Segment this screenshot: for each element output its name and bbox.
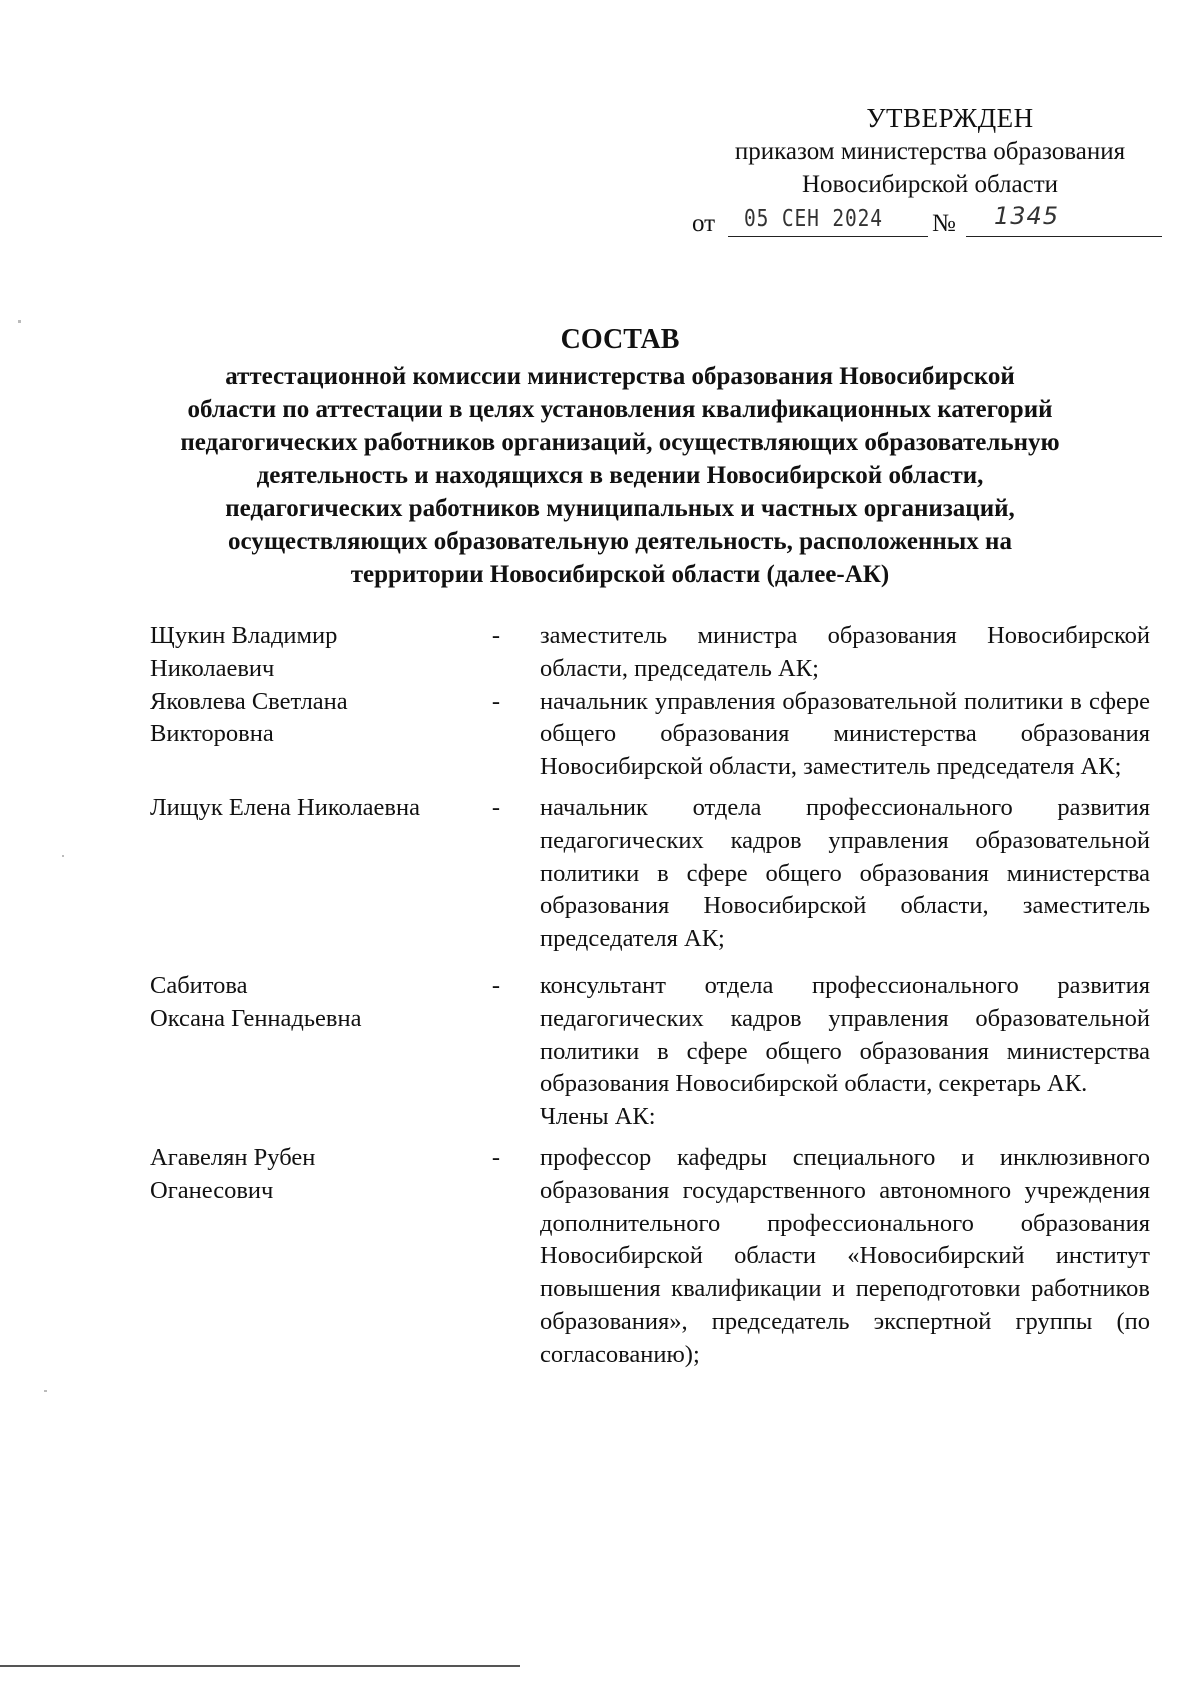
title-subtitle-line: аттестационной комиссии министерства образования Новосибирской	[225, 363, 1015, 390]
number-label: №	[932, 210, 956, 237]
member-name-line: Оганесович	[150, 1176, 274, 1204]
title-heading: СОСТАВ	[560, 324, 680, 355]
member-dash: -	[491, 1143, 501, 1171]
scan-edge-line	[0, 1665, 520, 1667]
member-name-line: Николаевич	[150, 654, 275, 682]
member-row	[150, 686, 1160, 784]
approval-line-2: Новосибирской области	[801, 171, 1059, 198]
commission-members	[150, 620, 1160, 1372]
title-subtitle-line: педагогических работников организаций, осуществляющих образовательную	[180, 429, 1060, 456]
member-name-line: Яковлева Светлана	[150, 687, 348, 715]
scan-speck	[62, 855, 64, 857]
scan-speck	[18, 320, 21, 323]
member-role: начальник отдела профессионального развития педагогических кадров управления образовательной политики в сфере общего образования министерства образования Новосибирской области, заместитель председателя АК;	[540, 793, 1150, 953]
date-field	[728, 206, 928, 237]
handwritten-number: 1345	[994, 202, 1060, 230]
member-name-line: Оксана Геннадьевна	[150, 1004, 362, 1032]
order-reference	[692, 202, 1162, 242]
member-name-line: Щукин Владимир	[150, 622, 338, 649]
member-name-line: Сабитова	[150, 971, 248, 999]
member-name-line: Лищук Елена Николаевна	[150, 793, 420, 821]
member-row	[150, 1142, 1160, 1372]
approval-line-1: приказом министерства образования	[734, 138, 1126, 165]
member-dash: -	[491, 687, 501, 715]
member-name	[150, 792, 470, 825]
title-subtitle-line: педагогических работников муниципальных и частных организаций,	[225, 495, 1015, 522]
member-name	[150, 620, 470, 686]
member-dash: -	[491, 793, 501, 821]
from-label: от	[692, 210, 716, 237]
member-name	[150, 1142, 470, 1208]
member-dash: -	[491, 622, 501, 649]
title-subtitle-line: деятельность и находящихся в ведении Новосибирской области,	[256, 462, 984, 489]
member-role: начальник управления образовательной политики в сфере общего образования министерства образования Новосибирской области, заместитель председателя АК;	[540, 687, 1150, 781]
scan-speck	[44, 1390, 47, 1392]
member-name-line: Агавелян Рубен	[150, 1143, 316, 1171]
members-label: Члены АК:	[540, 1103, 656, 1131]
approval-heading: УТВЕРЖДЕН	[866, 103, 1034, 133]
member-row	[150, 792, 1160, 956]
member-role: консультант отдела профессионального развития педагогических кадров управления образовательной политики в сфере общего образования министерства образования Новосибирской области, секретарь АК.	[540, 971, 1150, 1098]
member-row	[150, 620, 1160, 686]
member-dash: -	[491, 971, 501, 999]
document-title	[120, 322, 1120, 591]
member-name	[150, 686, 470, 752]
approval-block	[690, 102, 1170, 201]
member-name	[150, 970, 470, 1036]
date-stamp: 05 СЕН 2024	[744, 206, 883, 232]
member-role: заместитель министра образования Новосибирской области, председатель АК;	[540, 622, 1150, 682]
member-name-line: Викторовна	[150, 720, 274, 748]
title-subtitle-line: осуществляющих образовательную деятельность, расположенных на	[228, 528, 1012, 555]
number-field	[966, 202, 1162, 237]
member-role: профессор кафедры специального и инклюзивного образования государственного автономного учреждения дополнительного профессионального образования Новосибирской области «Новосибирский институт повышения квалификации и переподготовки работников образования», председатель экспертной группы (по согласованию);	[540, 1143, 1150, 1368]
member-row	[150, 970, 1160, 1101]
title-subtitle-line: области по аттестации в целях установления квалификационных категорий	[187, 396, 1053, 423]
title-subtitle-line: территории Новосибирской области (далее-АК)	[350, 561, 890, 588]
